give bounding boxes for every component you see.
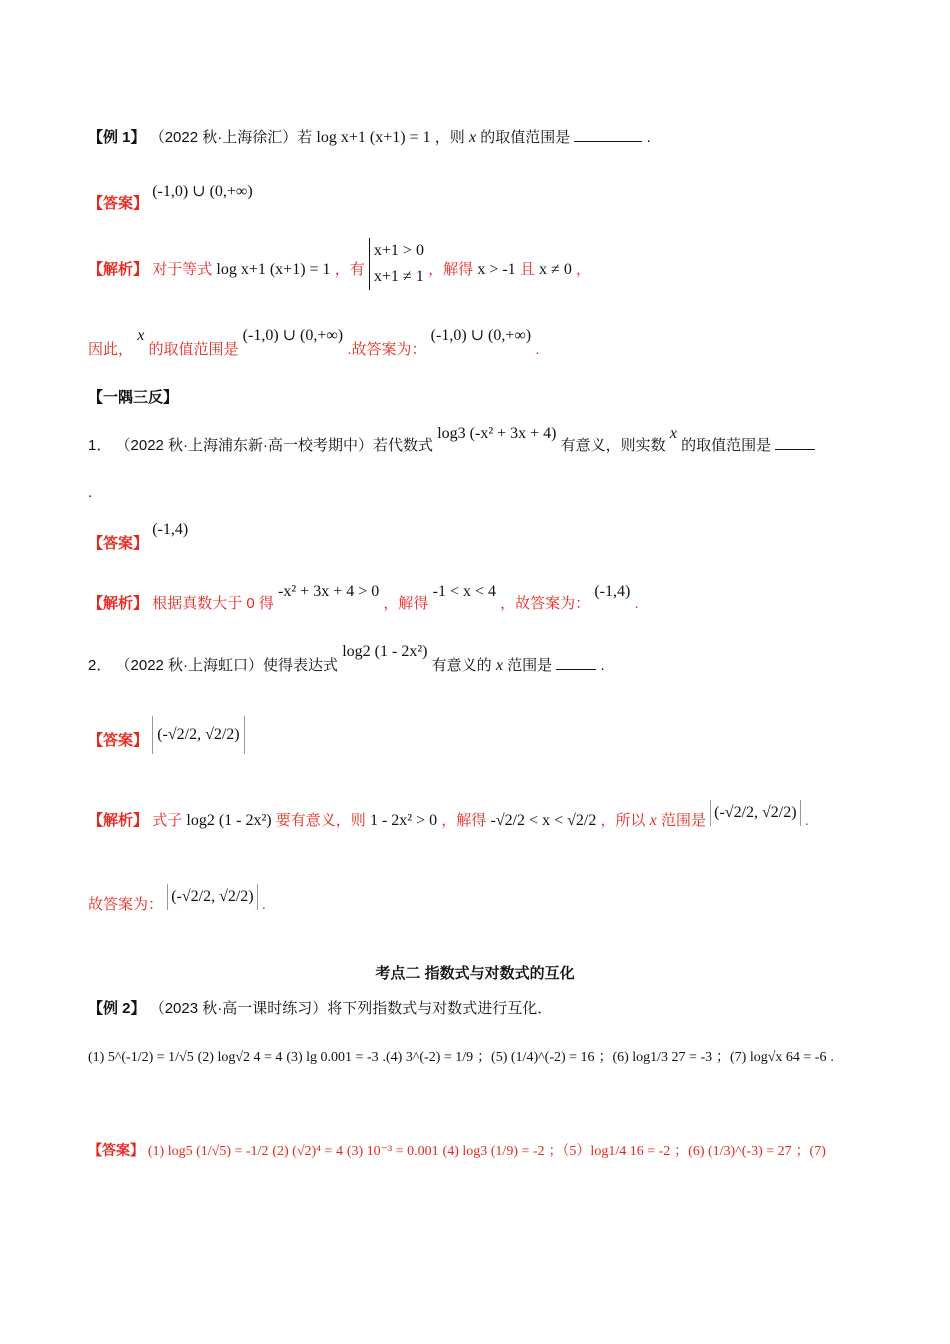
conversion-item: ；(6) log1/3 27 = -3 bbox=[598, 1050, 713, 1065]
answer-item: (3) 10⁻³ = 0.001 bbox=[346, 1144, 439, 1159]
conclusion-text: .故答案为： bbox=[347, 341, 427, 358]
analysis-tag: 【解析】 bbox=[88, 595, 149, 612]
answer-value: (-1,4) bbox=[152, 521, 189, 538]
question-2-final bbox=[88, 884, 870, 913]
answer-value: (-√2/2, √2/2) bbox=[152, 716, 244, 754]
conversion-item: ；(5) (1/4)^(-2) = 16 bbox=[477, 1050, 595, 1065]
question-variable: x bbox=[669, 425, 677, 442]
analysis-answer: (-1,4) bbox=[594, 583, 631, 600]
conclusion-end: . bbox=[535, 341, 540, 358]
conversion-end: . bbox=[830, 1050, 834, 1065]
example-1-expression: log x+1 (x+1) = 1 bbox=[316, 129, 431, 146]
conclusion-expression: (-1,0) ∪ (0,+∞) bbox=[242, 327, 344, 344]
answer-blank bbox=[574, 139, 642, 142]
condition: x > -1 bbox=[477, 261, 516, 278]
answer-tag: 【答案】 bbox=[88, 732, 149, 749]
answer-blank bbox=[775, 447, 815, 450]
example-1-answer bbox=[88, 180, 870, 212]
answer-tag: 【答案】 bbox=[88, 195, 149, 212]
question-text: 有意义的 bbox=[431, 657, 492, 674]
analysis-tag: 【解析】 bbox=[88, 261, 149, 278]
conversion-item: .(4) 3^(-2) = 1/9 bbox=[382, 1050, 474, 1065]
example-1-end: . bbox=[646, 129, 651, 146]
question-source: （2022 秋·上海浦东新·高一校考期中）若代数式 bbox=[115, 437, 434, 454]
answer-item: ；(6) (1/3)^(-3) = 27 bbox=[674, 1144, 792, 1159]
final-end: . bbox=[261, 896, 266, 913]
answer-item: (1) log5 (1/√5) = -1/2 bbox=[147, 1144, 269, 1159]
analysis-text: ，有 bbox=[334, 261, 365, 278]
analysis-text: ，所以 bbox=[600, 812, 646, 829]
example-1-tag: 【例 1】 bbox=[88, 129, 146, 146]
final-answer: (-√2/2, √2/2) bbox=[167, 884, 257, 910]
question-text: 范围是 bbox=[507, 657, 553, 674]
analysis-tag: 【解析】 bbox=[88, 812, 149, 829]
analysis-answer: (-√2/2, √2/2) bbox=[710, 800, 800, 826]
analysis-text: 要有意义，则 bbox=[275, 812, 366, 829]
question-1 bbox=[88, 422, 870, 454]
answer-value: (-1,0) ∪ (0,+∞) bbox=[152, 183, 253, 200]
analysis-expression: log x+1 (x+1) = 1 bbox=[216, 261, 331, 278]
conversion-item: (1) 5^(-1/2) = 1/√5 bbox=[88, 1050, 194, 1065]
conclusion-variable: x bbox=[137, 327, 145, 344]
answer-item: (4) log3 (1/9) = -2 bbox=[442, 1144, 545, 1159]
final-text: 故答案为： bbox=[88, 896, 164, 913]
analysis-text: ， bbox=[575, 261, 591, 278]
example-1-tail-text: 的取值范围是 bbox=[480, 129, 571, 146]
condition: x ≠ 0 bbox=[539, 261, 572, 278]
analysis-text: 对于等式 bbox=[152, 261, 213, 278]
analysis-end: . bbox=[634, 595, 639, 612]
answer-tag: 【答案】 bbox=[88, 1142, 144, 1158]
example-2-items bbox=[88, 1046, 870, 1066]
equation-system bbox=[369, 238, 424, 290]
answer-tag: 【答案】 bbox=[88, 535, 149, 552]
example-1-variable: x bbox=[468, 129, 477, 146]
answer-item: ；（5）log1/4 16 = -2 bbox=[548, 1144, 671, 1159]
question-number: 2． bbox=[88, 657, 112, 674]
example-1-mid-text: ，则 bbox=[434, 129, 465, 146]
question-end: . bbox=[600, 657, 605, 674]
analysis-text: ，解得 bbox=[428, 261, 474, 278]
question-number: 1． bbox=[88, 437, 112, 454]
question-2 bbox=[88, 640, 870, 674]
question-source: （2022 秋·上海虹口）使得表达式 bbox=[115, 657, 339, 674]
example-1-source: （2022 秋·上海徐汇）若 bbox=[149, 129, 313, 146]
analysis-variable: x bbox=[649, 812, 657, 829]
question-1-answer bbox=[88, 518, 870, 552]
example-2-source: （2023 秋·高一课时练习）将下列指数式与对数式进行互化． bbox=[149, 1000, 553, 1017]
section-yiyu-heading: 【一隅三反】 bbox=[88, 389, 179, 406]
question-expression: log2 (1 - 2x²) bbox=[342, 643, 428, 660]
analysis-expression: log2 (1 - 2x²) bbox=[186, 812, 272, 829]
analysis-expression: 1 - 2x² > 0 bbox=[369, 812, 438, 829]
answer-item: (2) (√2)⁴ = 4 bbox=[272, 1144, 343, 1159]
question-variable: x bbox=[495, 657, 503, 674]
conclusion-text: 因此， bbox=[88, 341, 134, 358]
analysis-expression: -√2/2 < x < √2/2 bbox=[490, 812, 597, 829]
conclusion-text: 的取值范围是 bbox=[148, 341, 239, 358]
example-1-analysis bbox=[88, 238, 870, 290]
analysis-text: ，解得 bbox=[441, 812, 487, 829]
answer-item: ；(7) bbox=[795, 1144, 826, 1159]
system-line: x+1 > 0 bbox=[373, 242, 424, 259]
question-2-analysis bbox=[88, 800, 870, 829]
question-2-answer bbox=[88, 716, 870, 754]
question-1-end: . bbox=[88, 484, 93, 501]
example-2-question bbox=[88, 997, 870, 1018]
example-1-conclusion bbox=[88, 324, 870, 358]
analysis-text: 且 bbox=[519, 261, 535, 278]
conversion-item: (2) log√2 4 = 4 bbox=[197, 1050, 283, 1065]
analysis-text: 范围是 bbox=[660, 812, 706, 829]
conversion-item: (3) lg 0.001 = -3 bbox=[286, 1050, 379, 1065]
analysis-end: . bbox=[804, 812, 809, 829]
question-expression: log3 (-x² + 3x + 4) bbox=[437, 425, 557, 442]
answer-blank bbox=[556, 667, 596, 670]
conclusion-expression: (-1,0) ∪ (0,+∞) bbox=[430, 327, 532, 344]
analysis-expression: -x² + 3x + 4 > 0 bbox=[278, 583, 380, 600]
analysis-text: 式子 bbox=[152, 812, 183, 829]
system-line: x+1 ≠ 1 bbox=[373, 268, 424, 285]
question-1-analysis bbox=[88, 580, 870, 612]
example-1-question bbox=[88, 126, 870, 147]
analysis-text: ，解得 bbox=[383, 595, 429, 612]
section-2-title: 考点二 指数式与对数式的互化 bbox=[375, 965, 575, 982]
question-text: 的取值范围是 bbox=[681, 437, 772, 454]
example-2-tag: 【例 2】 bbox=[88, 1000, 146, 1017]
analysis-text: 根据真数大于 0 得 bbox=[152, 595, 274, 612]
analysis-text: ，故答案为： bbox=[500, 595, 591, 612]
example-2-answer bbox=[88, 1140, 870, 1160]
analysis-expression: -1 < x < 4 bbox=[432, 583, 496, 600]
conversion-item: ；(7) log√x 64 = -6 bbox=[716, 1050, 827, 1065]
question-text: 有意义，则实数 bbox=[560, 437, 666, 454]
